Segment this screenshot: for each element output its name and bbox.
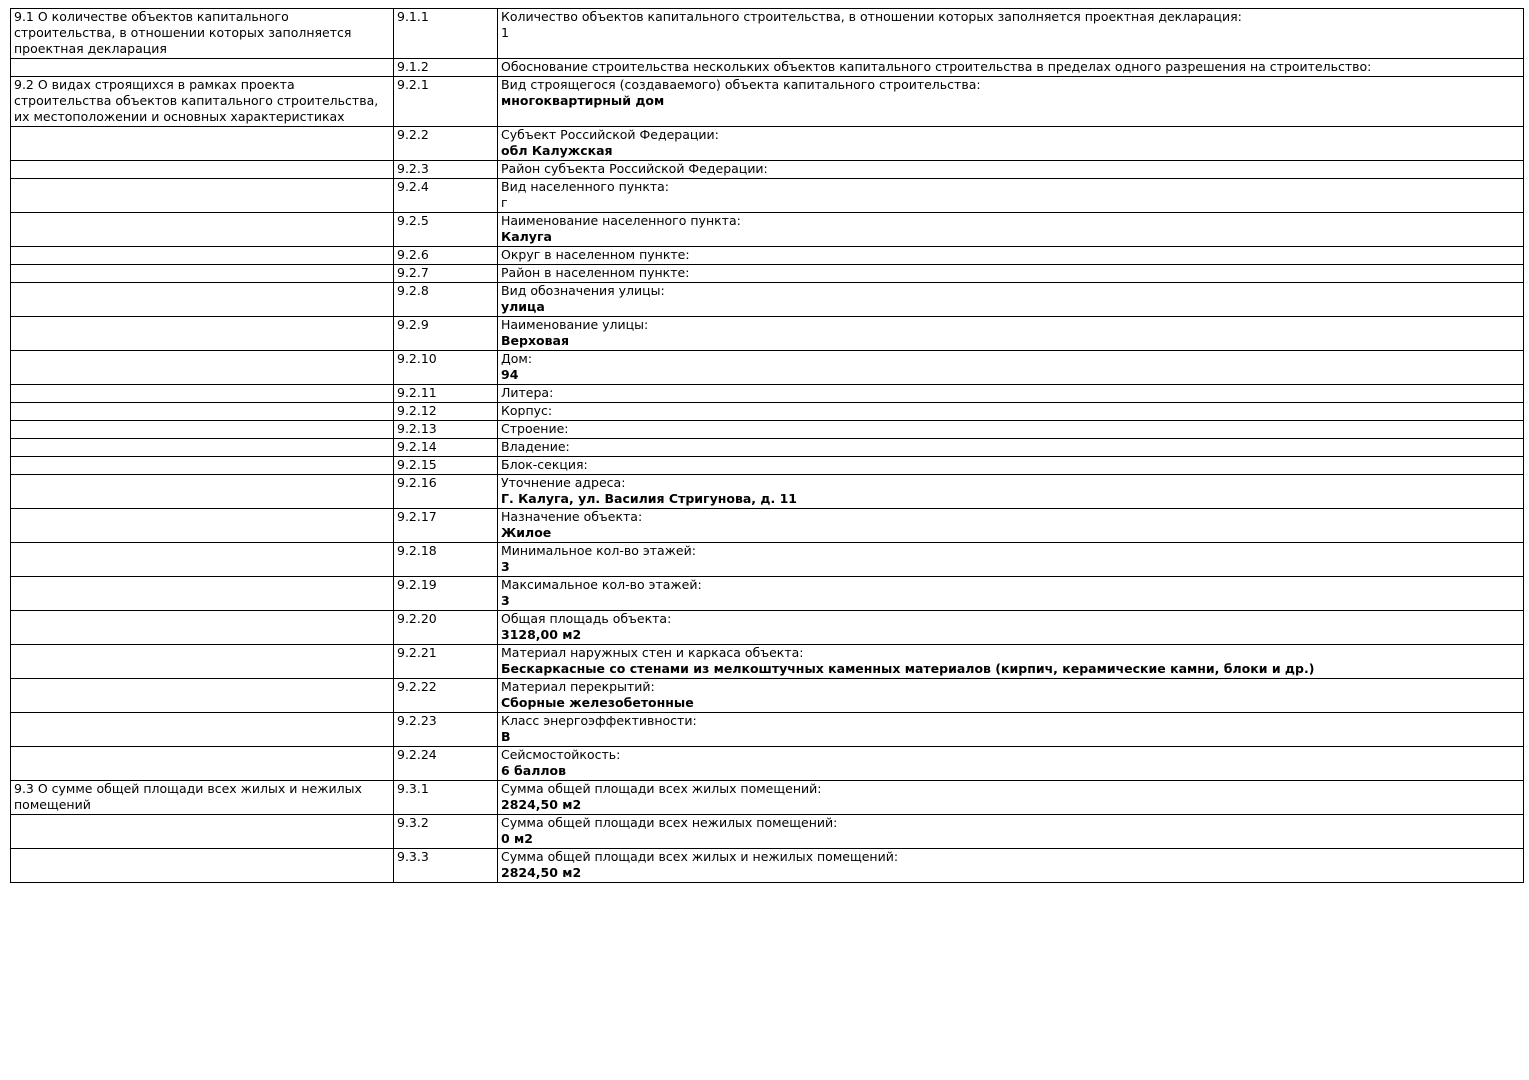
table-row [11, 265, 1524, 283]
section-cell [11, 317, 394, 351]
field-label: Округ в населенном пункте: [501, 247, 690, 262]
field-label: Наименование улицы: [501, 317, 649, 332]
field-label: Материал перекрытий: [501, 679, 655, 694]
field-label: Район субъекта Российской Федерации: [501, 161, 768, 176]
item-number-cell: 9.2.21 [394, 645, 498, 679]
item-number-cell: 9.2.16 [394, 475, 498, 509]
table-row [11, 747, 1524, 781]
field-value: 1 [501, 25, 509, 40]
content-cell [498, 179, 1524, 213]
table-row [11, 317, 1524, 351]
table-row [11, 543, 1524, 577]
section-cell [11, 849, 394, 883]
item-number-cell: 9.1.2 [394, 59, 498, 77]
item-number-cell: 9.2.14 [394, 439, 498, 457]
content-cell [498, 161, 1524, 179]
content-cell [498, 849, 1524, 883]
item-number-cell: 9.2.8 [394, 283, 498, 317]
content-cell [498, 213, 1524, 247]
field-label: Максимальное кол-во этажей: [501, 577, 702, 592]
field-value: многоквартирный дом [501, 93, 665, 108]
field-value: обл Калужская [501, 143, 613, 158]
section-cell [11, 611, 394, 645]
field-value: Бескаркасные со стенами из мелкоштучных каменных материалов (кирпич, керамические камни, блоки и др.) [501, 661, 1315, 676]
field-label: Сумма общей площади всех жилых помещений: [501, 781, 822, 796]
item-number-cell: 9.2.2 [394, 127, 498, 161]
content-cell [498, 713, 1524, 747]
section-cell [11, 439, 394, 457]
table-row [11, 679, 1524, 713]
section-cell [11, 509, 394, 543]
table-row [11, 849, 1524, 883]
field-value: 3 [501, 593, 510, 608]
content-cell [498, 815, 1524, 849]
content-cell [498, 403, 1524, 421]
section-cell [11, 403, 394, 421]
section-cell [11, 577, 394, 611]
section-cell [11, 421, 394, 439]
item-number-cell: 9.2.11 [394, 385, 498, 403]
field-label: Наименование населенного пункта: [501, 213, 741, 228]
section-cell [11, 713, 394, 747]
item-number-cell: 9.3.1 [394, 781, 498, 815]
field-value: 3 [501, 559, 510, 574]
table-row [11, 351, 1524, 385]
content-cell [498, 351, 1524, 385]
field-label: Общая площадь объекта: [501, 611, 672, 626]
section-cell [11, 385, 394, 403]
field-label: Уточнение адреса: [501, 475, 626, 490]
content-cell [498, 439, 1524, 457]
item-number-cell: 9.2.19 [394, 577, 498, 611]
field-label: Минимальное кол-во этажей: [501, 543, 696, 558]
content-cell [498, 747, 1524, 781]
field-label: Строение: [501, 421, 569, 436]
section-cell [11, 179, 394, 213]
item-number-cell: 9.2.17 [394, 509, 498, 543]
field-value: Сборные железобетонные [501, 695, 694, 710]
field-label: Сумма общей площади всех жилых и нежилых помещений: [501, 849, 899, 864]
section-cell [11, 283, 394, 317]
field-value: 0 м2 [501, 831, 533, 846]
table-row [11, 421, 1524, 439]
declaration-table [10, 8, 1524, 883]
table-row [11, 127, 1524, 161]
section-cell [11, 127, 394, 161]
field-value: Верховая [501, 333, 569, 348]
field-value: 2824,50 м2 [501, 797, 582, 812]
item-number-cell: 9.2.22 [394, 679, 498, 713]
content-cell [498, 781, 1524, 815]
field-label: Назначение объекта: [501, 509, 643, 524]
content-cell [498, 283, 1524, 317]
table-row [11, 475, 1524, 509]
table-row [11, 161, 1524, 179]
content-cell [498, 385, 1524, 403]
content-cell [498, 265, 1524, 283]
section-cell [11, 645, 394, 679]
section-cell: 9.2 О видах строящихся в рамках проекта строительства объектов капитального строительства, их местоположении и основных характеристиках [11, 77, 394, 127]
field-label: Обоснование строительства нескольких объектов капитального строительства в пределах одного разрешения на строительство: [501, 59, 1372, 74]
section-cell [11, 475, 394, 509]
content-cell [498, 127, 1524, 161]
field-label: Вид населенного пункта: [501, 179, 670, 194]
field-label: Владение: [501, 439, 570, 454]
item-number-cell: 9.2.12 [394, 403, 498, 421]
table-row [11, 247, 1524, 265]
section-cell [11, 247, 394, 265]
table-row [11, 59, 1524, 77]
section-cell [11, 265, 394, 283]
table-row [11, 815, 1524, 849]
item-number-cell: 9.2.1 [394, 77, 498, 127]
item-number-cell: 9.3.3 [394, 849, 498, 883]
table-row [11, 713, 1524, 747]
item-number-cell: 9.1.1 [394, 9, 498, 59]
table-row [11, 457, 1524, 475]
content-cell [498, 611, 1524, 645]
content-cell [498, 475, 1524, 509]
table-row [11, 577, 1524, 611]
content-cell [498, 457, 1524, 475]
section-cell [11, 543, 394, 577]
section-cell: 9.1 О количестве объектов капитального строительства, в отношении которых заполняется проектная декларация [11, 9, 394, 59]
content-cell [498, 577, 1524, 611]
content-cell [498, 679, 1524, 713]
table-row [11, 213, 1524, 247]
content-cell [498, 509, 1524, 543]
field-value: Г. Калуга, ул. Василия Стригунова, д. 11 [501, 491, 797, 506]
field-label: Корпус: [501, 403, 553, 418]
item-number-cell: 9.2.23 [394, 713, 498, 747]
item-number-cell: 9.3.2 [394, 815, 498, 849]
table-row [11, 283, 1524, 317]
item-number-cell: 9.2.18 [394, 543, 498, 577]
table-row [11, 179, 1524, 213]
section-cell [11, 213, 394, 247]
item-number-cell: 9.2.7 [394, 265, 498, 283]
field-value: Калуга [501, 229, 552, 244]
item-number-cell: 9.2.10 [394, 351, 498, 385]
item-number-cell: 9.2.9 [394, 317, 498, 351]
section-cell [11, 351, 394, 385]
table-row [11, 509, 1524, 543]
table-row [11, 9, 1524, 59]
item-number-cell: 9.2.3 [394, 161, 498, 179]
field-value: 94 [501, 367, 519, 382]
field-value: г [501, 195, 508, 210]
field-value: 3128,00 м2 [501, 627, 582, 642]
field-label: Субъект Российской Федерации: [501, 127, 719, 142]
item-number-cell: 9.2.15 [394, 457, 498, 475]
field-value: В [501, 729, 511, 744]
content-cell [498, 543, 1524, 577]
field-value: Жилое [501, 525, 552, 540]
table-row [11, 77, 1524, 127]
section-cell [11, 59, 394, 77]
field-label: Дом: [501, 351, 533, 366]
section-cell: 9.3 О сумме общей площади всех жилых и нежилых помещений [11, 781, 394, 815]
field-label: Вид обозначения улицы: [501, 283, 665, 298]
field-label: Район в населенном пункте: [501, 265, 690, 280]
content-cell [498, 247, 1524, 265]
item-number-cell: 9.2.20 [394, 611, 498, 645]
item-number-cell: 9.2.5 [394, 213, 498, 247]
table-row [11, 439, 1524, 457]
content-cell [498, 421, 1524, 439]
field-label: Вид строящегося (создаваемого) объекта капитального строительства: [501, 77, 981, 92]
item-number-cell: 9.2.13 [394, 421, 498, 439]
table-row [11, 385, 1524, 403]
field-label: Количество объектов капитального строительства, в отношении которых заполняется проектная декларация: [501, 9, 1242, 24]
field-value: улица [501, 299, 545, 314]
field-value: 2824,50 м2 [501, 865, 582, 880]
item-number-cell: 9.2.6 [394, 247, 498, 265]
section-cell [11, 457, 394, 475]
field-label: Класс энергоэффективности: [501, 713, 697, 728]
field-label: Блок-секция: [501, 457, 588, 472]
field-label: Сейсмостойкость: [501, 747, 621, 762]
content-cell [498, 317, 1524, 351]
content-cell [498, 59, 1524, 77]
table-row [11, 781, 1524, 815]
content-cell [498, 645, 1524, 679]
table-row [11, 611, 1524, 645]
section-cell [11, 815, 394, 849]
item-number-cell: 9.2.4 [394, 179, 498, 213]
table-row [11, 403, 1524, 421]
field-label: Материал наружных стен и каркаса объекта: [501, 645, 804, 660]
item-number-cell: 9.2.24 [394, 747, 498, 781]
field-label: Литера: [501, 385, 554, 400]
field-value: 6 баллов [501, 763, 567, 778]
field-label: Сумма общей площади всех нежилых помещений: [501, 815, 838, 830]
section-cell [11, 679, 394, 713]
content-cell [498, 9, 1524, 59]
table-row [11, 645, 1524, 679]
declaration-table-body [11, 9, 1524, 883]
content-cell [498, 77, 1524, 127]
section-cell [11, 161, 394, 179]
section-cell [11, 747, 394, 781]
